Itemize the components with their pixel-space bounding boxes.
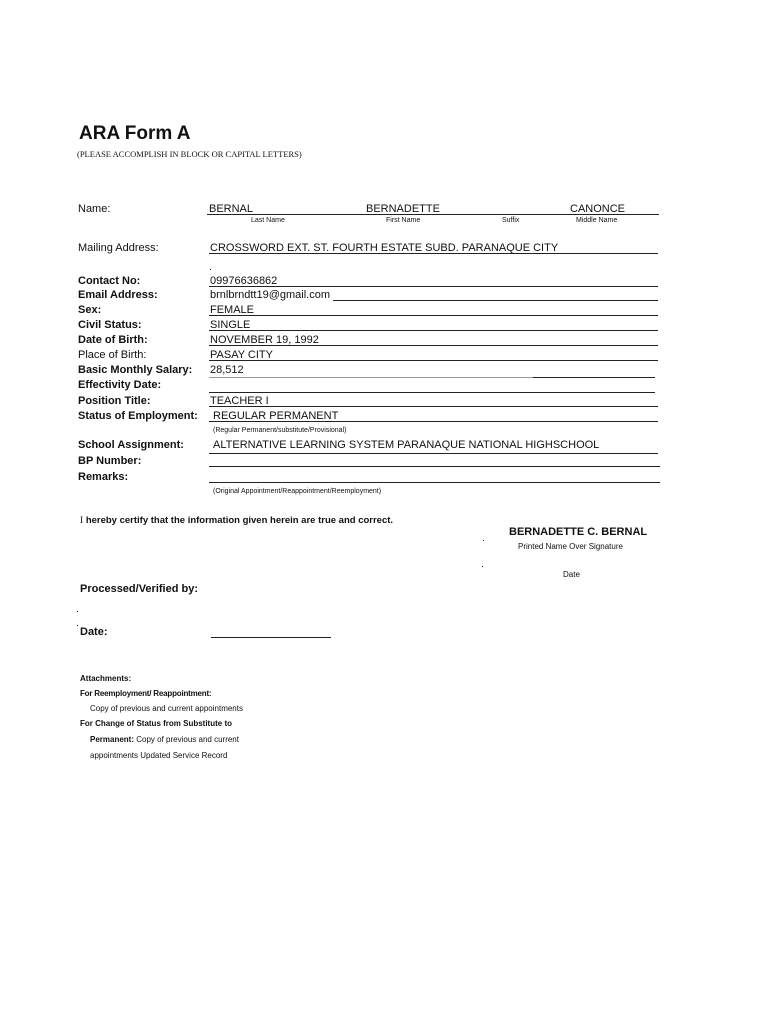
school-assignment-label: School Assignment:: [78, 439, 184, 451]
middle-name-field[interactable]: CANONCE: [570, 203, 626, 215]
position-title-underline: [209, 406, 658, 407]
civil-status-underline: [209, 330, 658, 331]
contact-field[interactable]: 09976636862: [210, 275, 278, 287]
bp-number-underline: [209, 466, 660, 467]
status-employment-label: Status of Employment:: [78, 410, 198, 422]
school-assignment-field[interactable]: ALTERNATIVE LEARNING SYSTEM PARANAQUE NATIONAL HIGHSCHOOL: [213, 439, 600, 451]
mailing-address-label: Mailing Address:: [78, 242, 159, 254]
stray-mark: [210, 269, 211, 270]
form-instruction: (PLEASE ACCOMPLISH IN BLOCK OR CAPITAL LETTERS): [77, 149, 302, 159]
form-title: ARA Form A: [79, 123, 191, 144]
processed-date-label: Date:: [80, 626, 108, 638]
reemployment-heading: For Reemployment/ Reappointment:: [80, 689, 212, 698]
bp-number-label: BP Number:: [78, 455, 142, 467]
email-field[interactable]: brnlbrndtt19@gmail.com: [210, 289, 330, 301]
position-title-label: Position Title:: [78, 395, 151, 407]
school-assignment-underline: [209, 453, 658, 454]
stray-mark: [77, 611, 78, 612]
stray-mark: [482, 566, 483, 567]
stray-mark: [77, 625, 78, 626]
printed-name-caption: Printed Name Over Signature: [518, 542, 623, 551]
middle-name-caption: Middle Name: [576, 217, 618, 224]
pob-field[interactable]: PASAY CITY: [210, 349, 273, 361]
salary-underline-right: [533, 377, 655, 378]
permanent-item-continued: appointments Updated Service Record: [90, 751, 228, 760]
salary-underline-left: [209, 377, 533, 378]
name-underline: [207, 214, 659, 215]
processed-date-field[interactable]: [211, 637, 331, 638]
civil-status-field[interactable]: SINGLE: [210, 319, 251, 331]
mailing-address-field[interactable]: CROSSWORD EXT. ST. FOURTH ESTATE SUBD. PARANAQUE CITY: [210, 242, 559, 254]
remarks-label: Remarks:: [78, 471, 129, 483]
first-name-field[interactable]: BERNADETTE: [366, 203, 440, 215]
sex-underline: [209, 315, 658, 316]
status-employment-caption: (Regular Permanent/substitute/Provisional): [213, 427, 347, 434]
permanent-label: Permanent:: [90, 735, 135, 744]
reemployment-item: Copy of previous and current appointments: [90, 704, 243, 713]
printed-name: BERNADETTE C. BERNAL: [509, 526, 648, 538]
certification-statement: [80, 515, 393, 526]
email-underline: [333, 300, 658, 301]
attachments-heading: Attachments:: [80, 674, 132, 683]
last-name-field[interactable]: BERNAL: [209, 203, 254, 215]
civil-status-label: Civil Status:: [78, 319, 142, 331]
stray-mark: [483, 540, 484, 541]
certification-prefix: I: [80, 516, 84, 526]
contact-label: Contact No:: [78, 275, 141, 287]
suffix-caption: Suffix: [502, 217, 520, 224]
salary-label: Basic Monthly Salary:: [78, 364, 193, 376]
effectivity-date-underline: [209, 392, 655, 393]
sex-label: Sex:: [78, 304, 102, 316]
email-label: Email Address:: [78, 289, 158, 301]
change-status-heading: For Change of Status from Substitute to: [80, 719, 232, 728]
dob-label: Date of Birth:: [78, 334, 148, 346]
date-caption: Date: [563, 570, 580, 579]
name-label: Name:: [78, 203, 111, 215]
position-title-field[interactable]: TEACHER I: [210, 395, 269, 407]
last-name-caption: Last Name: [251, 217, 285, 224]
permanent-item-text: Copy of previous and current: [136, 735, 239, 744]
dob-field[interactable]: NOVEMBER 19, 1992: [210, 334, 319, 346]
pob-label: Place of Birth:: [78, 349, 147, 361]
effectivity-date-label: Effectivity Date:: [78, 379, 162, 391]
status-employment-field[interactable]: REGULAR PERMANENT: [213, 410, 339, 422]
pob-underline: [209, 360, 658, 361]
mailing-address-underline: [209, 253, 658, 254]
remarks-underline: [209, 482, 660, 483]
certification-text: hereby certify that the information given herein are true and correct.: [85, 515, 394, 526]
processed-verified-label: Processed/Verified by:: [80, 583, 198, 595]
remarks-caption: (Original Appointment/Reappointment/Reemployment): [213, 488, 382, 495]
status-employment-underline: [209, 421, 658, 422]
permanent-item: [90, 735, 239, 744]
salary-field[interactable]: 28,512: [210, 364, 244, 376]
dob-underline: [209, 345, 658, 346]
first-name-caption: First Name: [386, 217, 421, 224]
contact-underline: [209, 286, 658, 287]
sex-field[interactable]: FEMALE: [210, 304, 255, 316]
